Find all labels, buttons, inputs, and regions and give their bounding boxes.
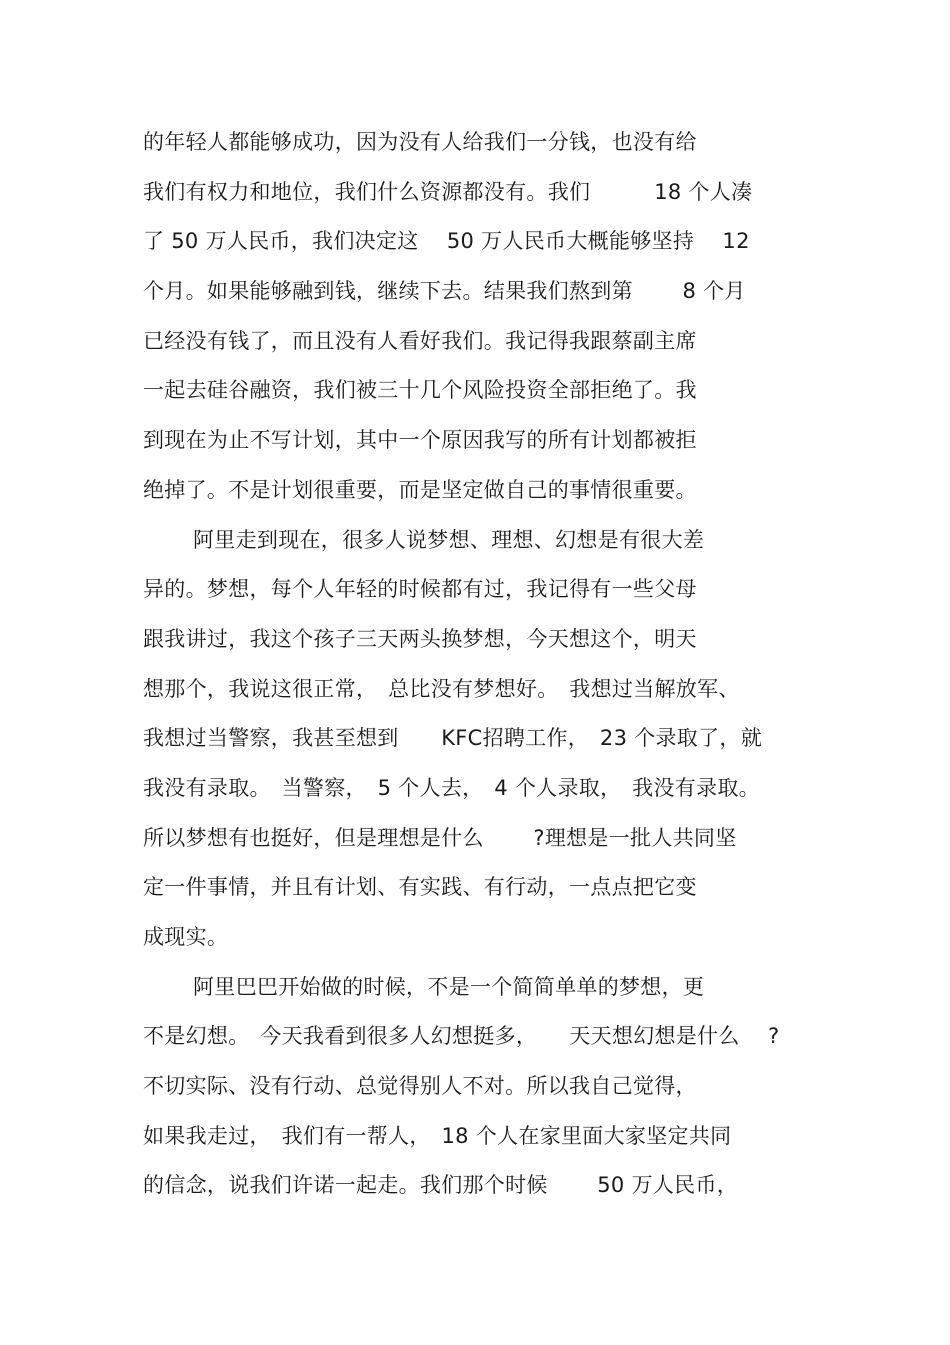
text-line: 个月。如果能够融到钱，继续下去。结果我们熬到第 8 个月 bbox=[143, 279, 746, 304]
text-line: 一起去硅谷融资，我们被三十几个风险投资全部拒绝了。我 bbox=[143, 378, 697, 403]
text-line: 跟我讲过，我这个孩子三天两头换梦想，今天想这个，明天 bbox=[143, 626, 697, 651]
text-line: 阿里走到现在，很多人说梦想、理想、幻想是有很大差 bbox=[193, 527, 705, 552]
text-line: 的信念，说我们许诺一起走。我们那个时候 50 万人民币， bbox=[143, 1173, 739, 1198]
text-line: 的年轻人都能够成功，因为没有人给我们一分钱，也没有给 bbox=[143, 130, 697, 154]
text-line: 到现在为止不写计划，其中一个原因我写的所有计划都被拒 bbox=[143, 428, 697, 453]
text-line: 我们有权力和地位，我们什么资源都没有。我们 18 个人凑 bbox=[143, 179, 753, 204]
text-line: 不切实际、没有行动、总觉得别人不对。所以我自己觉得， bbox=[143, 1074, 697, 1099]
text-line: 想那个，我说这很正常， 总比没有梦想好。 我想过当解放军、 bbox=[143, 676, 740, 701]
text-line: 我没有录取。 当警察， 5 个人去， 4 个人录取， 我没有录取。 bbox=[143, 775, 760, 800]
text-line: 异的。梦想，每个人年轻的时候都有过，我记得有一些父母 bbox=[143, 577, 697, 602]
text-line: 所以梦想有也挺好，但是理想是什么 ?理想是一批人共同坚 bbox=[143, 825, 737, 850]
text-line: 我想过当警察，我甚至想到 KFC招聘工作， 23 个录取了，就 bbox=[143, 726, 763, 751]
text-line: 定一件事情，并且有计划、有实践、有行动，一点点把它变 bbox=[143, 875, 697, 900]
text-line: 了 50 万人民币，我们决定这 50 万人民币大概能够坚持 12 bbox=[143, 229, 750, 254]
text-line: 绝掉了。不是计划很重要，而是坚定做自己的事情很重要。 bbox=[143, 477, 697, 502]
text-line: 如果我走过， 我们有一帮人， 18 个人在家里面大家坚定共同 bbox=[143, 1123, 732, 1148]
text-line: 已经没有钱了，而且没有人看好我们。我记得我跟蔡副主席 bbox=[143, 328, 697, 353]
text-line: 阿里巴巴开始做的时候，不是一个简简单单的梦想，更 bbox=[193, 974, 705, 999]
text-line: 不是幻想。 今天我看到很多人幻想挺多， 天天想幻想是什么 ? bbox=[143, 1024, 780, 1049]
body-text bbox=[143, 122, 823, 1215]
text-line: 成现实。 bbox=[143, 925, 229, 949]
